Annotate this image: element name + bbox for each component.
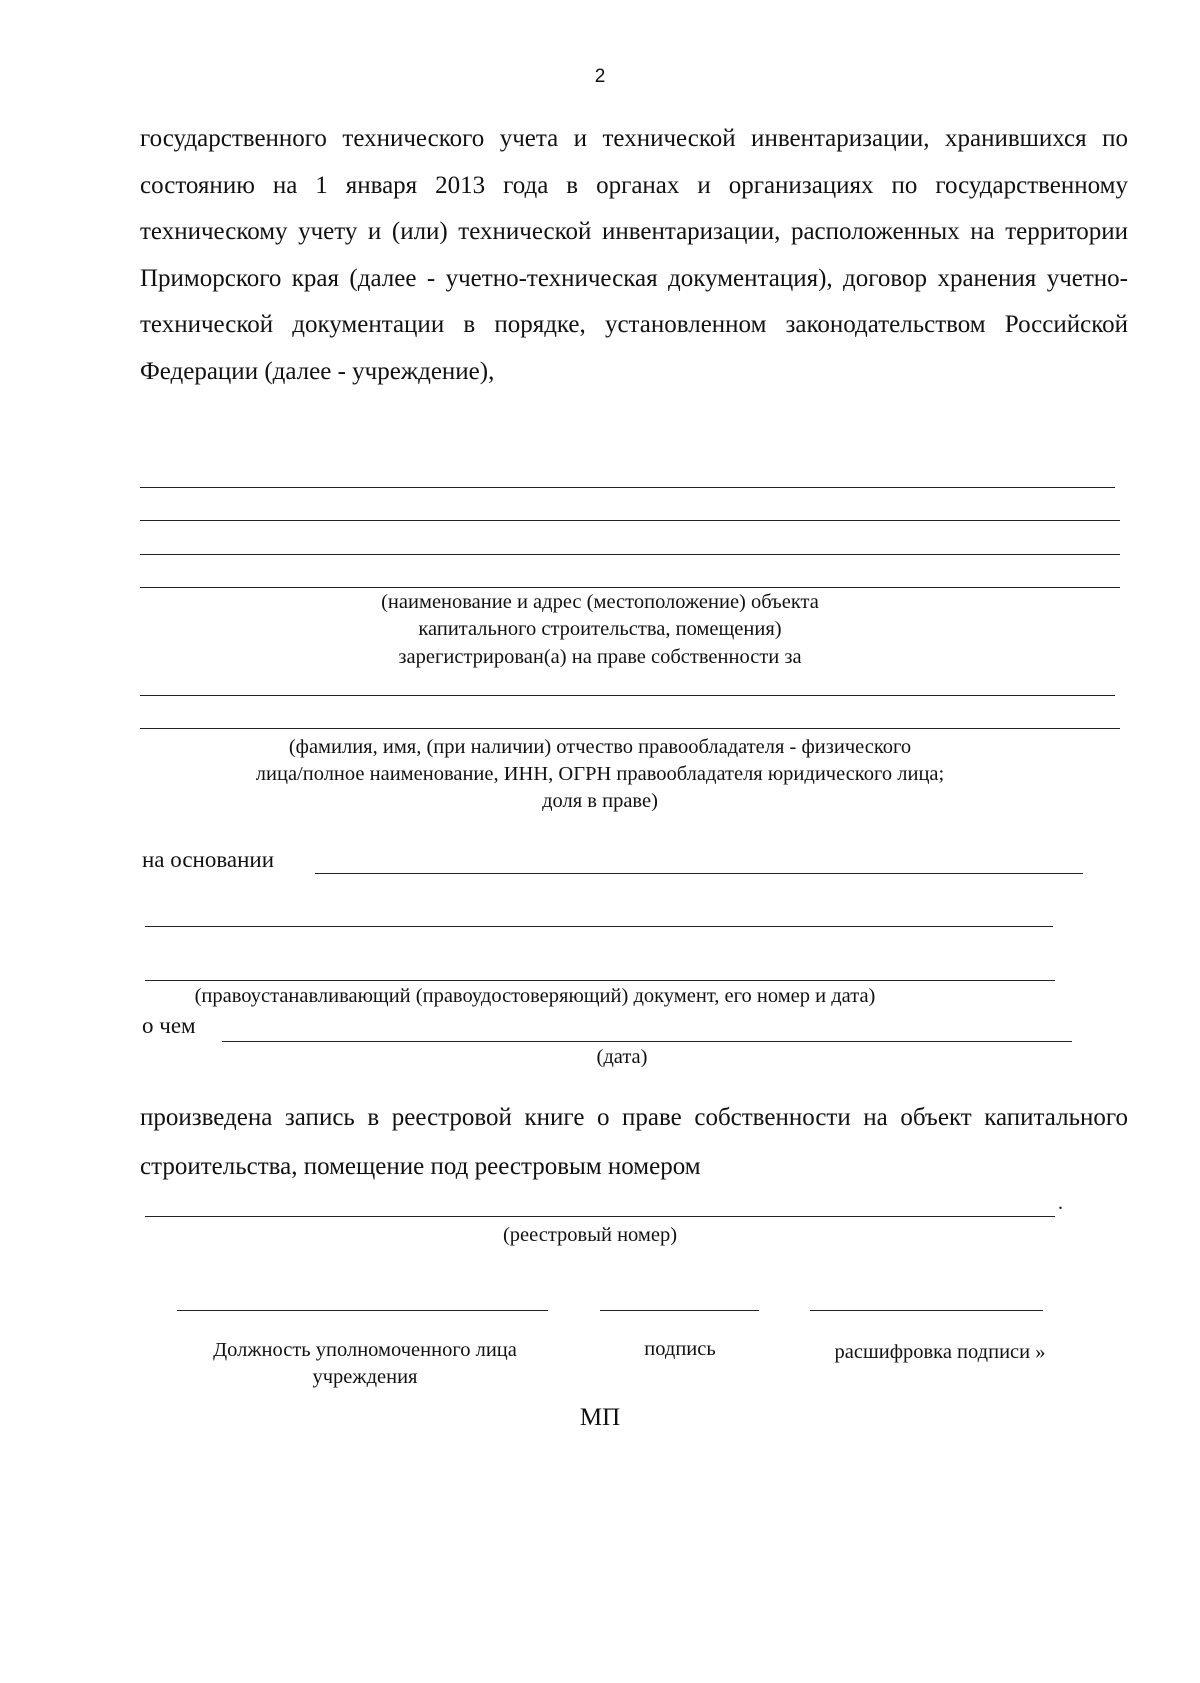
- about-label: о чем: [142, 1013, 196, 1038]
- registry-period: .: [1058, 1192, 1063, 1214]
- owner-line-2: [140, 728, 1120, 729]
- basis-line-1: [315, 873, 1083, 874]
- signature-label: подпись: [644, 1338, 716, 1360]
- object-name-line-2: [140, 520, 1120, 521]
- owner-caption-line-1: (фамилия, имя, (при наличии) отчество правообладателя - физического: [288, 736, 912, 758]
- position-label-line-2: учреждения: [312, 1366, 418, 1388]
- object-caption-line-1: (наименование и адрес (местоположение) объекта: [381, 591, 819, 613]
- basis-label: на основании: [142, 847, 275, 872]
- position-line: [177, 1310, 548, 1311]
- document-caption: (правоустанавливающий (правоудостоверяющий) документ, его номер и дата): [194, 985, 876, 1007]
- basis-line-2: [145, 926, 1053, 927]
- stamp-label: МП: [579, 1404, 621, 1431]
- date-caption: (дата): [596, 1046, 648, 1068]
- page-number: 2: [594, 66, 606, 87]
- object-name-line-4: [140, 587, 1120, 588]
- about-line: [222, 1041, 1072, 1042]
- position-label-line-1: Должность уполномоченного лица: [213, 1339, 517, 1361]
- owner-caption-line-3: доля в праве): [542, 790, 658, 812]
- object-name-line-3: [140, 554, 1120, 555]
- object-caption-line-3: зарегистрирован(а) на праве собственности за: [398, 646, 802, 668]
- owner-line-1: [140, 695, 1115, 696]
- signature-line: [600, 1310, 759, 1311]
- record-paragraph: произведена запись в реестровой книге о праве собственности на объект капитального строительства, помещение под реестровым номером: [140, 1104, 1128, 1180]
- decoding-label: расшифровка подписи »: [834, 1341, 1046, 1363]
- decoding-line: [810, 1310, 1043, 1311]
- basis-line-3: [145, 980, 1055, 981]
- registry-caption: (реестровый номер): [502, 1224, 678, 1246]
- registry-number-line: [145, 1216, 1055, 1217]
- intro-paragraph: государственного технического учета и технической инвентаризации, хранившихся по состоянию на 1 января 2013 года в органах и организациях по государственному техническому учету и (или) технической инвентаризации, расположенных на территории Приморского края (далее - учетно-техническая документация), договор хранения учетно-технической документации в порядке, установленном законодательством Российской Федерации (далее - учреждение),: [140, 125, 1128, 385]
- object-caption-line-2: капитального строительства, помещения): [418, 618, 782, 640]
- owner-caption-line-2: лица/полное наименование, ИНН, ОГРН правообладателя юридического лица;: [255, 763, 945, 785]
- object-name-line-1: [140, 487, 1115, 488]
